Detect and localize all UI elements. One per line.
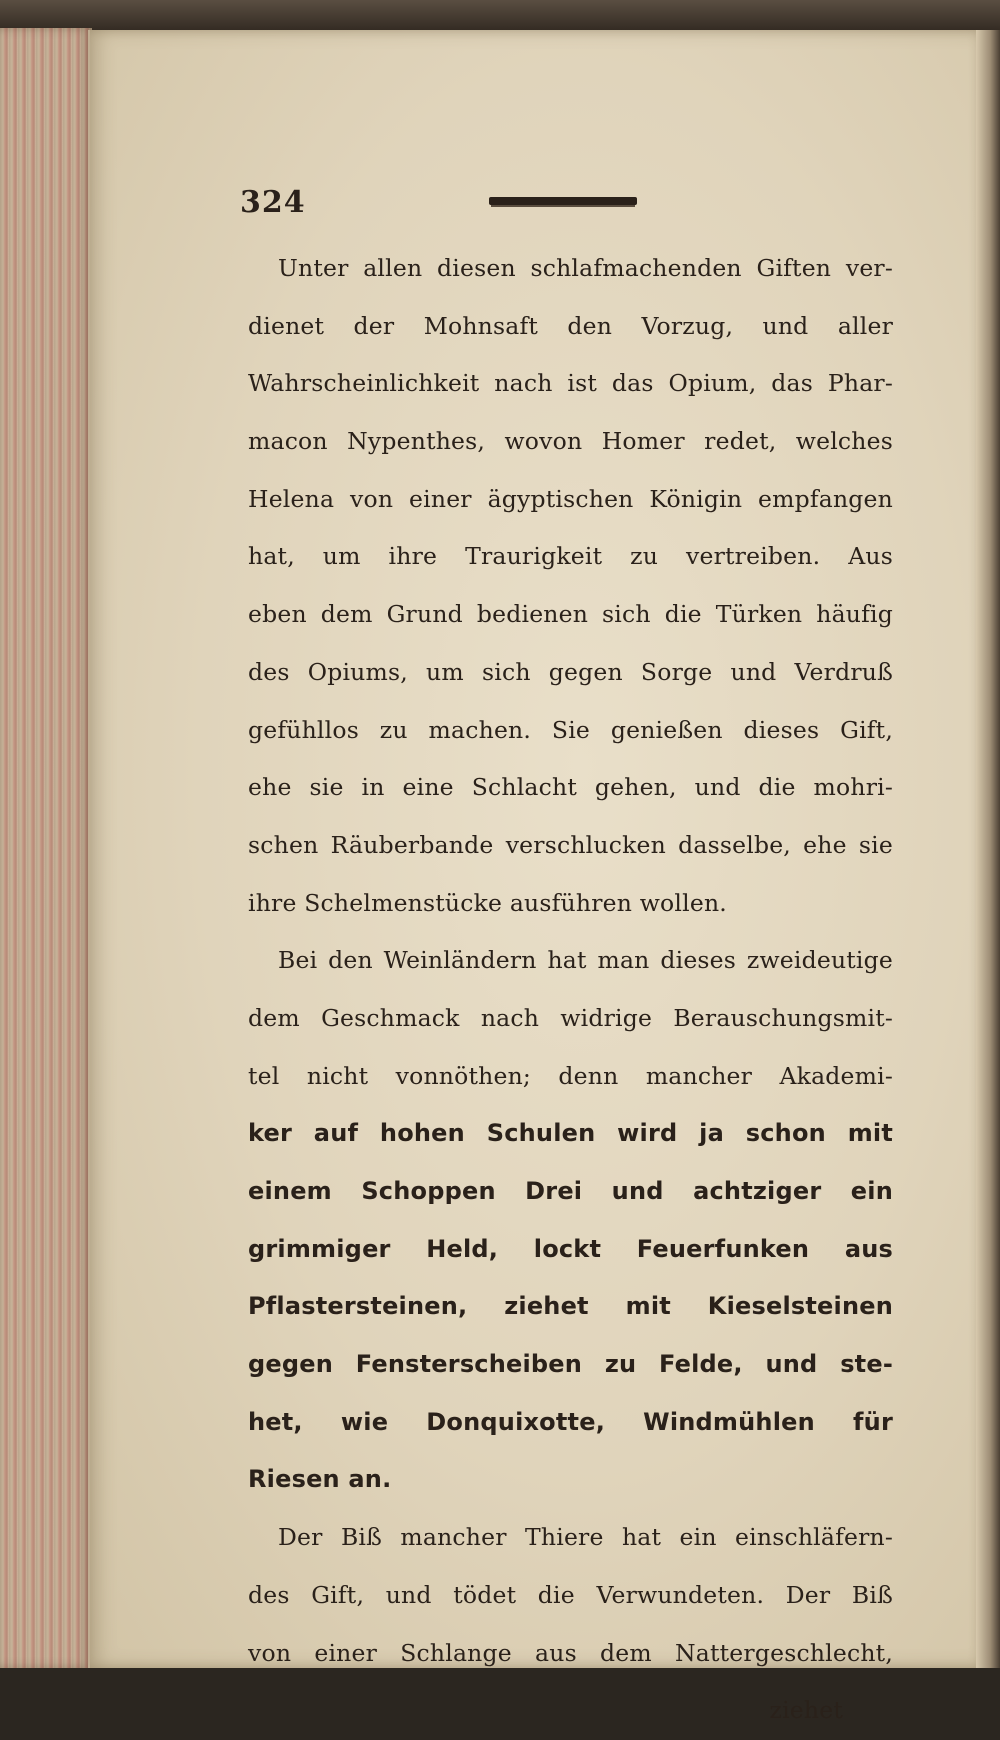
text-line: von einer Schlange aus dem Nattergeschlecht,: [248, 1638, 893, 1667]
text-line-emphasis: grimmiger Held, lockt Feuerfunken aus: [248, 1234, 893, 1263]
text-line-emphasis: Riesen an.: [248, 1465, 392, 1494]
text-line-emphasis: gegen Fensterscheiben zu Felde, und ste-: [248, 1350, 893, 1379]
text-line-emphasis: einem Schoppen Drei und achtziger ein: [248, 1177, 893, 1205]
text-line: eben dem Grund bedienen sich die Türken häufig: [248, 600, 893, 629]
text-line: schen Räuberbande verschlucken dasselbe, ehe sie: [248, 830, 893, 859]
book-top-edge: [0, 0, 1000, 34]
text-line: dem Geschmack nach widrige Berauschungsmit-: [248, 1003, 893, 1032]
catchword: ziehet: [769, 1696, 843, 1725]
text-line: Der Biß mancher Thiere hat ein einschläfern-: [278, 1523, 893, 1552]
text-line: Unter allen diesen schlafmachenden Giften ver-: [278, 254, 893, 282]
book-right-edge: [976, 30, 1000, 1668]
text-line: ihre Schelmenstücke ausführen wollen.: [248, 888, 727, 917]
text-line: tel nicht vonnöthen; denn mancher Akademi-: [248, 1061, 893, 1090]
text-line: macon Nypenthes, wovon Homer redet, welches: [248, 427, 893, 456]
page-number: 324: [240, 185, 306, 220]
page-edges-stack: [0, 28, 92, 1668]
text-line: des Opiums, um sich gegen Sorge und Verdruß: [248, 657, 893, 686]
text-line: hat, um ihre Traurigkeit zu vertreiben. Aus: [248, 542, 893, 571]
text-line: Helena von einer ägyptischen Königin empfangen: [248, 484, 893, 513]
text-line-emphasis: ker auf hohen Schulen wird ja schon mit: [248, 1119, 893, 1148]
text-line: des Gift, und tödet die Verwundeten. Der Biß: [248, 1580, 893, 1609]
text-line: gefühllos zu machen. Sie genießen dieses Gift,: [248, 715, 893, 744]
text-line-emphasis: het, wie Donquixotte, Windmühlen für: [248, 1407, 893, 1436]
text-line: dienet der Mohnsaft den Vorzug, und aller: [248, 311, 893, 340]
text-line: Wahrscheinlichkeit nach ist das Opium, das Phar-: [248, 369, 893, 398]
text-line: Bei den Weinländern hat man dieses zweideutige: [278, 946, 893, 975]
body-text: [248, 240, 893, 1740]
text-line: ehe sie in eine Schlacht gehen, und die mohri-: [248, 773, 893, 802]
page-header: [240, 185, 640, 225]
text-line-emphasis: Pflastersteinen, ziehet mit Kieselsteinen: [248, 1292, 893, 1321]
header-ornament-rule: [489, 197, 637, 205]
